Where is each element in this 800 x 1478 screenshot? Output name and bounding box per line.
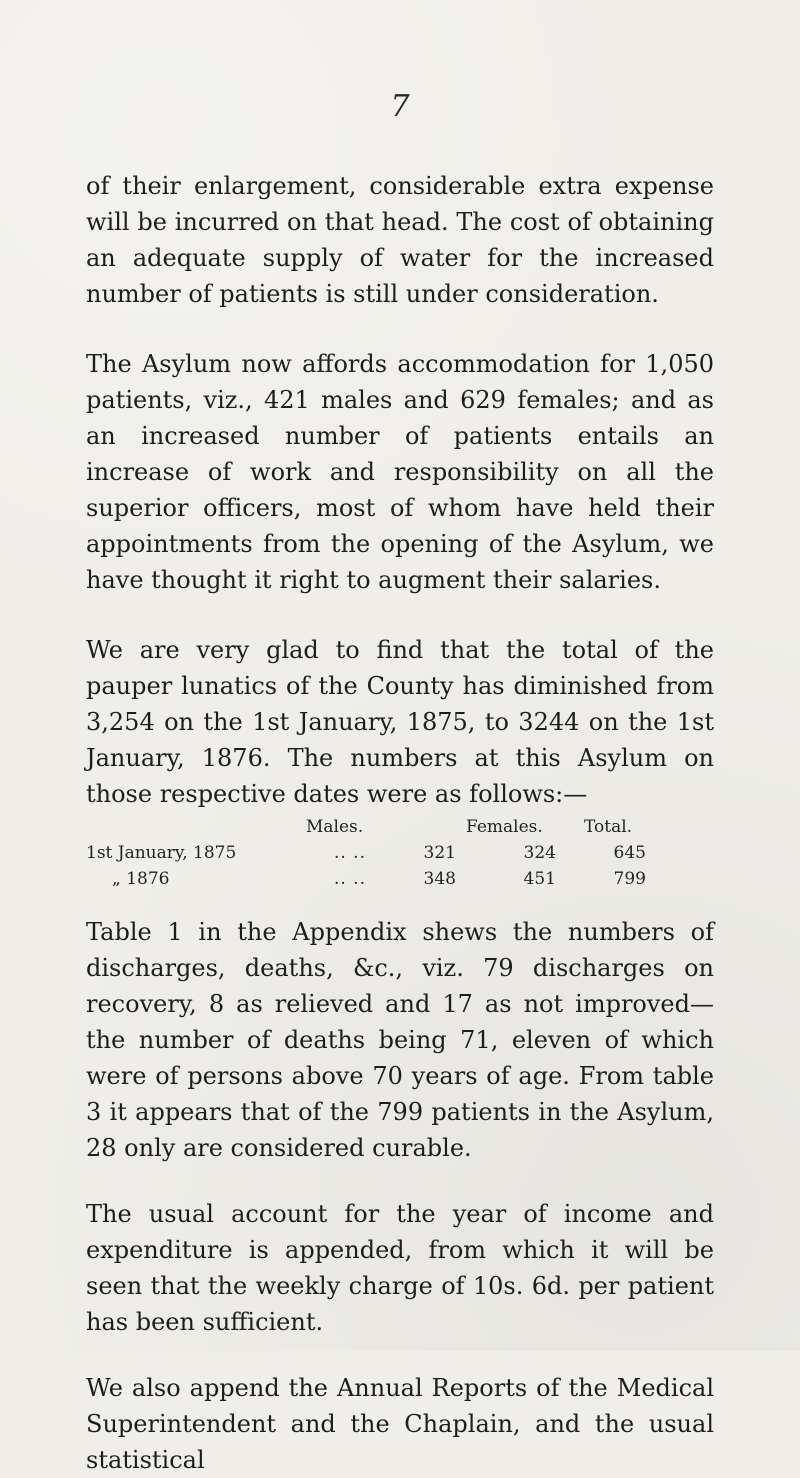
table-header-row <box>86 814 714 840</box>
paragraph-gap <box>86 312 714 346</box>
paragraph-1: of their enlargement, considerable extra expense will be incurred on that head. The cost of obtaining an adequate supply of water for the increased number of patients is still under consideration. <box>86 172 714 308</box>
total-value: 799 <box>613 869 646 889</box>
leader-dots: .. .. <box>333 869 366 889</box>
row-label: „ 1876 <box>112 869 170 889</box>
page-number: 7 <box>390 89 410 124</box>
paragraph-6: We also append the Annual Reports of the Medical Superintendent and the Chaplain, and the usual statistical <box>86 1374 714 1474</box>
paragraph-3: We are very glad to find that the total of the pauper lunatics of the County has diminished from 3,254 on the 1st January, 1875, to 3244 on the 1st January, 1876. The numbers at this Asylum on those respective dates were as follows:— <box>86 636 714 808</box>
table-row-1876 <box>86 866 714 892</box>
males-value: 348 <box>423 869 456 889</box>
total-header: Total. <box>584 817 633 837</box>
paragraph-gap <box>86 1166 714 1196</box>
table-row-1875 <box>86 840 714 866</box>
paragraph-gap <box>86 598 714 632</box>
patient-count-table <box>86 814 714 892</box>
total-value: 645 <box>613 843 646 863</box>
paragraph-4: Table 1 in the Appendix shews the numbers of discharges, deaths, &c., viz. 79 discharges on recovery, 8 as relieved and 17 as not improved—the number of deaths being 71, eleven of which were of persons above 70 years of age. From table 3 it appears that of the 799 patients in the Asylum, 28 only are considered curable. <box>86 918 714 1162</box>
leader-dots: .. .. <box>333 843 366 863</box>
table-gap <box>86 892 714 914</box>
males-value: 321 <box>423 843 456 863</box>
females-header: Females. <box>466 817 543 837</box>
document-content <box>86 168 714 1478</box>
paragraph-5: The usual account for the year of income and expenditure is appended, from which it will be seen that the weekly charge of 10s. 6d. per patient has been sufficient. <box>86 1200 714 1336</box>
row-label: 1st January, 1875 <box>86 843 237 863</box>
paragraph-gap <box>86 1340 714 1370</box>
males-header: Males. <box>306 817 364 837</box>
females-value: 324 <box>523 843 556 863</box>
females-value: 451 <box>523 869 556 889</box>
paragraph-2: The Asylum now affords accommodation for 1,050 patients, viz., 421 males and 629 females; and as an increased number of patients entails an increase of work and responsibility on all the superior officers, most of whom have held their appointments from the opening of the Asylum, we have thought it right to augment their salaries. <box>86 350 714 594</box>
